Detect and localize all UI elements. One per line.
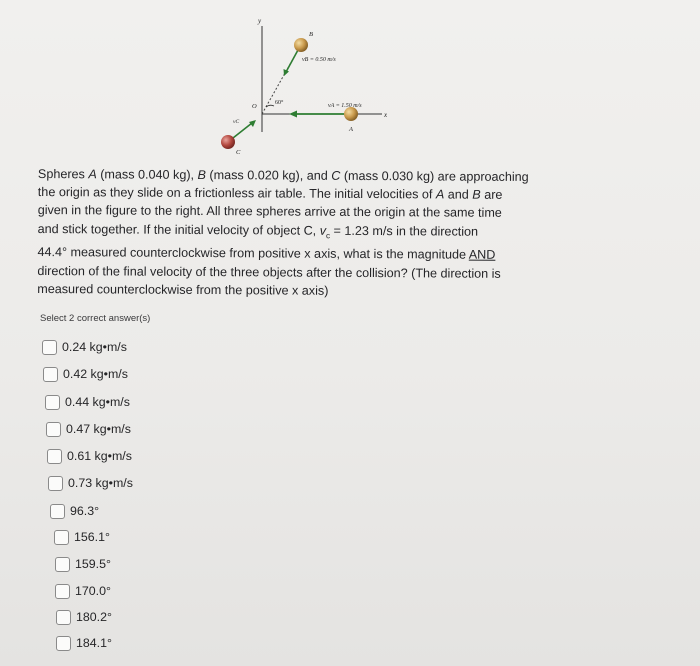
sphere-b-label: B — [309, 31, 313, 38]
question-text — [37, 165, 558, 301]
question-line-2: the origin as they slide on a frictionless air table. The initial velocities of A and B are — [37, 185, 503, 203]
sphere-a — [344, 107, 358, 121]
sphere-a-label: A — [349, 126, 353, 133]
option-label: 0.24 kg•m/s — [62, 340, 127, 354]
option-label: 180.2° — [76, 610, 112, 624]
checkbox[interactable] — [46, 422, 61, 437]
question-line-1: Spheres A (mass 0.040 kg), B (mass 0.020 kg), and C (mass 0.030 kg) are approaching — [37, 166, 529, 184]
option-label: 156.1° — [74, 530, 110, 544]
option-0-61-kgms[interactable] — [47, 447, 132, 465]
option-label: 170.0° — [75, 584, 111, 598]
checkbox[interactable] — [56, 636, 71, 651]
origin-label: O — [252, 103, 257, 110]
checkbox[interactable] — [47, 449, 62, 464]
sphere-c-label: C — [236, 149, 241, 156]
checkbox[interactable] — [55, 584, 70, 599]
option-label: 0.61 kg•m/s — [67, 449, 132, 463]
question-line-5: 44.4° measured counterclockwise from positive x axis, what is the magnitude AND — [37, 245, 496, 263]
option-0-42-kgms[interactable] — [43, 365, 128, 383]
velocity-c-label: vC — [233, 119, 240, 125]
checkbox[interactable] — [55, 557, 70, 572]
option-0-73-kgms[interactable] — [48, 474, 133, 492]
velocity-c-arrowhead — [249, 120, 256, 127]
select-instruction: Select 2 correct answer(s) — [40, 313, 151, 324]
option-0-47-kgms[interactable] — [46, 420, 131, 438]
velocity-b-label: vB = 0.50 m/s — [302, 57, 336, 63]
option-0-44-kgms[interactable] — [45, 393, 130, 411]
checkbox[interactable] — [48, 476, 63, 491]
question-line-6: direction of the final velocity of the three objects after the collision? (The direction is — [37, 263, 501, 281]
sphere-b — [294, 38, 308, 52]
sphere-c — [221, 135, 235, 149]
option-0-24-kgms[interactable] — [42, 338, 127, 356]
option-label: 0.73 kg•m/s — [68, 476, 133, 490]
x-axis-label: x — [384, 111, 388, 119]
collision-diagram — [200, 14, 410, 159]
option-159-5-deg[interactable] — [55, 555, 111, 573]
checkbox[interactable] — [54, 530, 69, 545]
option-180-2-deg[interactable] — [56, 608, 112, 626]
option-label: 96.3° — [70, 504, 100, 518]
y-axis-label: y — [258, 17, 262, 25]
question-line-7: measured counterclockwise from the positive x axis) — [37, 281, 329, 298]
option-96-3-deg[interactable] — [50, 502, 99, 520]
option-label: 0.42 kg•m/s — [63, 367, 128, 381]
question-line-3: given in the figure to the right. All three spheres arrive at the origin at the same time — [37, 203, 502, 221]
option-184-1-deg[interactable] — [56, 634, 112, 652]
velocity-c-arrow — [233, 123, 252, 138]
option-156-1-deg[interactable] — [54, 528, 110, 546]
angle-label: 60° — [275, 100, 284, 106]
checkbox[interactable] — [43, 367, 58, 382]
question-line-4: and stick together. If the initial velocity of object C, $v_c = 1.23$ m/s in the direction — [37, 221, 479, 240]
checkbox[interactable] — [42, 340, 57, 355]
checkbox[interactable] — [50, 504, 65, 519]
velocity-a-arrowhead — [289, 111, 297, 118]
checkbox[interactable] — [56, 610, 71, 625]
velocity-b-arrow — [286, 50, 298, 72]
option-label: 184.1° — [76, 636, 112, 650]
option-label: 0.47 kg•m/s — [66, 422, 131, 436]
option-170-0-deg[interactable] — [55, 582, 111, 600]
option-label: 0.44 kg•m/s — [65, 395, 130, 409]
velocity-a-label: vA = 1.50 m/s — [328, 103, 362, 109]
option-label: 159.5° — [75, 557, 111, 571]
checkbox[interactable] — [45, 395, 60, 410]
